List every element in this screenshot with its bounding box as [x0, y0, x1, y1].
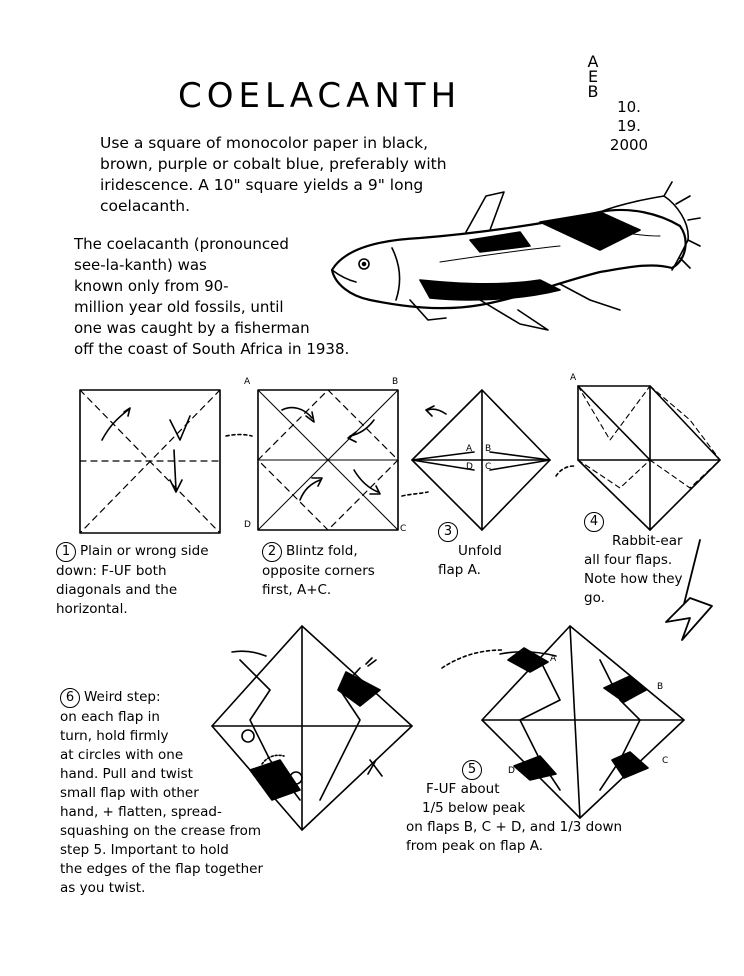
diagram-step-3	[402, 390, 550, 530]
step-text: from peak on flap A.	[406, 838, 543, 854]
step-1-caption	[56, 542, 246, 619]
about-line: The coelacanth (pronounced	[74, 235, 289, 253]
about-line: see-la-kanth) was	[74, 256, 207, 274]
signature-letter: A	[587, 52, 599, 71]
corner-label: A	[550, 654, 557, 664]
diagram-step-2	[226, 390, 398, 530]
corner-label: C	[662, 756, 669, 766]
corner-label: B	[657, 682, 664, 692]
about-line: known only from 90-	[74, 277, 229, 295]
step-text: all four flaps.	[584, 552, 673, 568]
step-number: 4	[584, 512, 604, 532]
signature-letter: E	[587, 67, 599, 86]
step-text: small flap with other	[60, 785, 199, 801]
step-4-caption	[584, 512, 734, 608]
date-month: 10.	[617, 98, 641, 116]
page-title: COELACANTH	[178, 76, 462, 116]
step-text: Plain or wrong side	[80, 543, 209, 559]
signature-letter: B	[587, 82, 599, 101]
intro-line: brown, purple or cobalt blue, preferably with	[100, 155, 447, 173]
step-text: hand. Pull and twist	[60, 766, 193, 782]
step-text: squashing on the crease from	[60, 823, 262, 839]
step-text: Note how they	[584, 571, 683, 587]
step-6-caption	[60, 688, 350, 898]
step-text: the edges of the flap together	[60, 861, 264, 877]
intro-line: iridescence. A 10" square yields a 9" long	[100, 176, 424, 194]
step-text: horizontal.	[56, 601, 128, 617]
corner-label: C	[400, 524, 407, 534]
step-text: as you twist.	[60, 880, 146, 896]
step-text: 1/5 below peak	[422, 800, 526, 816]
diagram-step-1	[80, 390, 220, 533]
step-number: 1	[56, 542, 76, 562]
about-line: off the coast of South Africa in 1938.	[74, 340, 350, 358]
step-text: down: F-UF both	[56, 563, 167, 579]
intro-line: Use a square of monocolor paper in black,	[100, 134, 429, 152]
about-line: million year old fossils, until	[74, 298, 284, 316]
step-5-caption	[406, 760, 716, 856]
step-number: 6	[60, 688, 80, 708]
step-text: Blintz fold,	[286, 543, 358, 559]
step-number: 2	[262, 542, 282, 562]
corner-label: D	[244, 520, 251, 530]
step-text: Rabbit-ear	[612, 533, 683, 549]
corner-label: D	[466, 462, 473, 472]
step-text: at circles with one	[60, 747, 184, 763]
step-3-caption	[438, 522, 558, 580]
step-text: on each flap in	[60, 709, 160, 725]
corner-label: D	[508, 766, 515, 776]
corner-label: A	[466, 444, 473, 454]
coelacanth-illustration	[332, 182, 700, 330]
step-text: Unfold	[458, 543, 502, 559]
about-line: one was caught by a fisherman	[74, 319, 310, 337]
corner-label: B	[485, 444, 492, 454]
step-text: diagonals and the	[56, 582, 178, 598]
step-text: on flaps B, C + D, and 1/3 down	[406, 819, 623, 835]
step-text: hand, + flatten, spread-	[60, 804, 222, 820]
step-text: go.	[584, 590, 605, 606]
step-text: step 5. Important to hold	[60, 842, 229, 858]
corner-label: A	[570, 373, 577, 383]
date-year: 2000	[609, 136, 649, 154]
step-text: flap A.	[438, 562, 481, 578]
corner-label: C	[485, 462, 492, 472]
step-2-caption	[262, 542, 422, 600]
step-number: 5	[462, 760, 482, 780]
step-text: opposite corners	[262, 563, 375, 579]
step-text: F-UF about	[426, 781, 500, 797]
step-number: 3	[438, 522, 458, 542]
date-day: 19.	[617, 117, 641, 135]
corner-label: B	[392, 377, 399, 387]
step-text: turn, hold firmly	[60, 728, 169, 744]
intro-line: coelacanth.	[100, 197, 191, 215]
corner-label: A	[244, 377, 251, 387]
step-text: first, A+C.	[262, 582, 332, 598]
step-text: Weird step:	[84, 689, 161, 705]
